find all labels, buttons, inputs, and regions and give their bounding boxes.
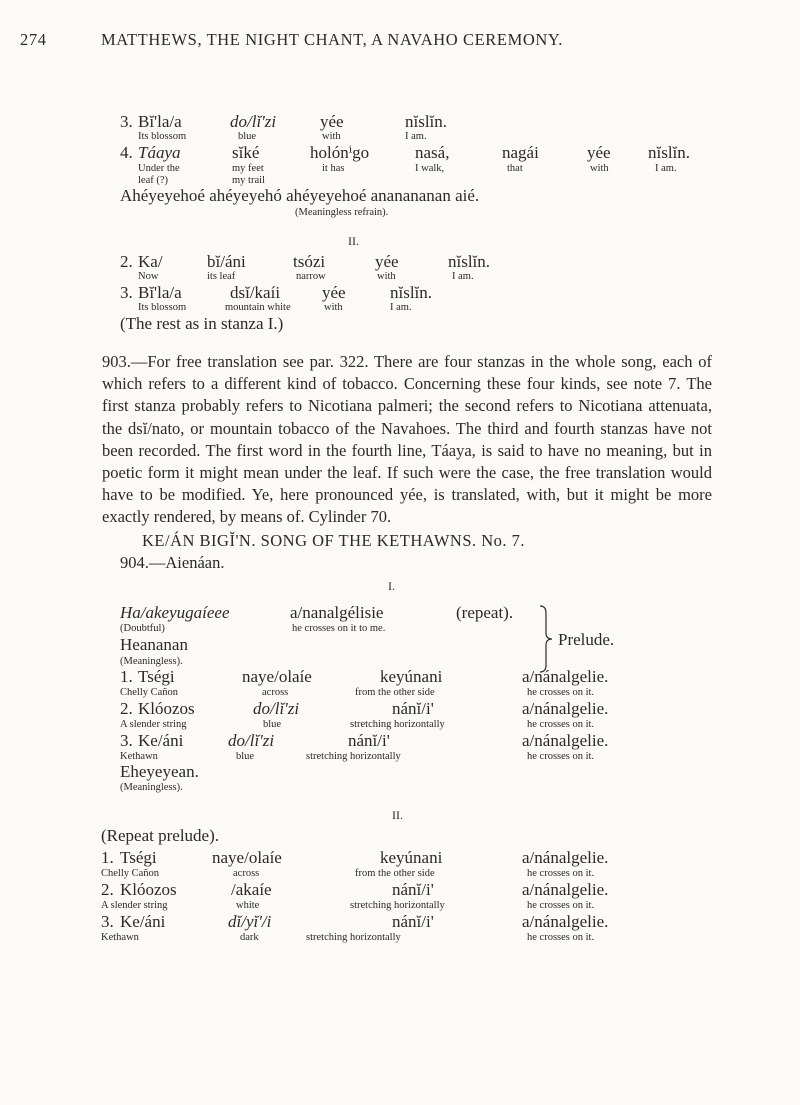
navaho-word: yée [322, 283, 346, 302]
line-number: 1. [120, 667, 133, 686]
navaho-word: keyúnani [380, 848, 443, 867]
navaho-word: Klóozos [138, 699, 195, 718]
stanza-label: I. [388, 579, 395, 593]
prelude-word: Heananan [120, 635, 188, 654]
gloss: stretching horizontally [350, 719, 445, 730]
navaho-word: yée [375, 252, 399, 271]
rest-note: (The rest as in stanza I.) [120, 314, 284, 333]
gloss: Kethawn [101, 932, 139, 943]
navaho-word: bĭ/áni [207, 252, 246, 271]
gloss: stretching horizontally [350, 900, 445, 911]
gloss: A slender string [120, 719, 187, 730]
navaho-word: naye/olaíe [242, 667, 312, 686]
navaho-word: naye/olaíe [212, 848, 282, 867]
navaho-word: yée [320, 112, 344, 131]
gloss: Under the [138, 163, 180, 174]
repeat-prelude: (Repeat prelude). [101, 826, 219, 845]
gloss: my feet [232, 163, 264, 174]
stanza-label: II. [348, 234, 359, 248]
gloss: blue [238, 131, 257, 142]
gloss: dark [240, 932, 259, 943]
gloss: my trail [232, 175, 265, 186]
navaho-word: a/nánalgelie. [522, 880, 609, 899]
gloss: across [233, 868, 260, 879]
refrain: Ahéyeyehoé ahéyeyehó ahéyeyehoé ananananan aié. [120, 186, 480, 205]
gloss: I am. [405, 131, 427, 142]
navaho-word: a/nánalgelie. [522, 699, 609, 718]
gloss: Now [138, 271, 159, 282]
navaho-word: /akaíe [231, 880, 272, 899]
navaho-word: nĭslĭn. [448, 252, 491, 271]
gloss: stretching horizontally [306, 751, 401, 762]
navaho-word: nánĭ/i' [348, 731, 390, 750]
navaho-word: nĭslĭn. [390, 283, 433, 302]
line-number: 3. [120, 283, 133, 302]
gloss: he crosses on it. [527, 868, 595, 879]
gloss: mountain white [225, 302, 291, 313]
gloss: narrow [296, 271, 326, 282]
navaho-word: Bĭ'la/a [138, 283, 182, 302]
navaho-word: Ka/ [138, 252, 163, 271]
navaho-word: Bĭ'la/a [138, 112, 182, 131]
navaho-word: nasá, [415, 143, 450, 162]
navaho-word: do/lĭ'zi [230, 112, 277, 131]
gloss: (Doubtful) [120, 623, 165, 634]
navaho-word: nĭslĭn. [648, 143, 691, 162]
navaho-word: holónⁱgo [310, 143, 370, 162]
gloss: I am. [452, 271, 474, 282]
page-number: 274 [20, 30, 47, 49]
navaho-word: sĭké [232, 143, 260, 162]
gloss: Chelly Cañon [101, 868, 160, 879]
gloss: it has [322, 163, 345, 174]
paragraph-903 [102, 351, 712, 529]
gloss: (Meaningless). [120, 782, 183, 793]
line-number: 2. [120, 699, 133, 718]
gloss: from the other side [355, 687, 435, 698]
gloss: he crosses on it. [527, 687, 595, 698]
navaho-word: Tségi [120, 848, 157, 867]
line-number: 2. [120, 252, 133, 271]
gloss: (Meaningless). [120, 656, 183, 667]
meaningless-line: Eheyeyean. [120, 762, 199, 781]
prelude-label: Prelude. [558, 630, 615, 649]
gloss: Kethawn [120, 751, 158, 762]
gloss: with [590, 163, 609, 174]
gloss: with [377, 271, 396, 282]
gloss: with [322, 131, 341, 142]
gloss: stretching horizontally [306, 932, 401, 943]
gloss: white [236, 900, 260, 911]
navaho-word: Táaya [138, 143, 181, 162]
gloss: Chelly Cañon [120, 687, 179, 698]
running-title: MATTHEWS, THE NIGHT CHANT, A NAVAHO CEREMONY. [101, 30, 563, 49]
navaho-word: yée [587, 143, 611, 162]
gloss: he crosses on it. [527, 932, 595, 943]
gloss: its leaf [207, 271, 236, 282]
gloss: A slender string [101, 900, 168, 911]
gloss: from the other side [355, 868, 435, 879]
navaho-word: tsózi [293, 252, 326, 271]
stanza-label: II. [392, 808, 403, 822]
navaho-word: dsĭ/kaíi [230, 283, 281, 302]
prelude-word: a/nanalgélisie [290, 603, 384, 622]
navaho-word: Ke/áni [120, 912, 166, 931]
para-904: 904.—Aienáan. [120, 553, 225, 572]
prelude-word: Ha/akeyugaíeee [120, 603, 230, 622]
prelude-brace [538, 605, 554, 673]
navaho-word: dĭ/yĭ'/i [228, 912, 272, 931]
navaho-word: do/lĭ'zi [253, 699, 300, 718]
navaho-word: a/nánalgelie. [522, 731, 609, 750]
gloss: Its blossom [138, 131, 187, 142]
line-number: 2. [101, 880, 114, 899]
gloss: he crosses on it. [527, 900, 595, 911]
gloss: leaf (?) [138, 175, 169, 186]
refrain-gloss: (Meaningless refrain). [295, 207, 389, 218]
line-number: 3. [120, 112, 133, 131]
navaho-word: do/lĭ'zi [228, 731, 275, 750]
navaho-word: Ke/áni [138, 731, 184, 750]
gloss: I am. [390, 302, 412, 313]
gloss: I walk, [415, 163, 445, 174]
line-number: 3. [101, 912, 114, 931]
line-number: 1. [101, 848, 114, 867]
gloss: across [262, 687, 289, 698]
song-title: KE/ÁN BIGĬ'N. SONG OF THE KETHAWNS. No. 7. [142, 531, 526, 550]
navaho-word: a/nánalgelie. [522, 848, 609, 867]
navaho-word: Tségi [138, 667, 175, 686]
gloss: blue [263, 719, 282, 730]
gloss: I am. [655, 163, 677, 174]
line-number: 4. [120, 143, 133, 162]
navaho-word: nánĭ/i' [392, 880, 434, 899]
navaho-word: nĭslĭn. [405, 112, 448, 131]
line-number: 3. [120, 731, 133, 750]
navaho-word: nánĭ/i' [392, 699, 434, 718]
navaho-word: nagái [502, 143, 539, 162]
gloss: he crosses on it to me. [292, 623, 386, 634]
gloss: blue [236, 751, 255, 762]
gloss: he crosses on it. [527, 751, 595, 762]
gloss: with [324, 302, 343, 313]
prelude-repeat: (repeat). [456, 603, 514, 622]
gloss: Its blossom [138, 302, 187, 313]
gloss: that [507, 163, 523, 174]
navaho-word: a/nánalgelie. [522, 912, 609, 931]
paragraph-903-text: 903.—For free translation see par. 322. There are four stanzas in the whole song, each of which refers to a different kind of tobacco. Concerning these four kinds, see note 7. The first stanza probably refers to Nicotiana palmeri; the second refers to Nicotiana attenuata, the dsĭ/nato, or mountain tobacco of the Navahoes. The third and fourth stanzas have not been recorded. The first word in the fourth line, Táaya, is said to have no meaning, but in poetic form it might mean under the leaf. If such were the case, the free translation would have to be modified. Ye, here pronounced yée, is translated, with, but it might be more exactly rendered, by means of. Cylinder 70. [102, 352, 712, 527]
navaho-word: nánĭ/i' [392, 912, 434, 931]
navaho-word: Klóozos [120, 880, 177, 899]
navaho-word: a/nánalgelie. [522, 667, 609, 686]
gloss: he crosses on it. [527, 719, 595, 730]
navaho-word: keyúnani [380, 667, 443, 686]
